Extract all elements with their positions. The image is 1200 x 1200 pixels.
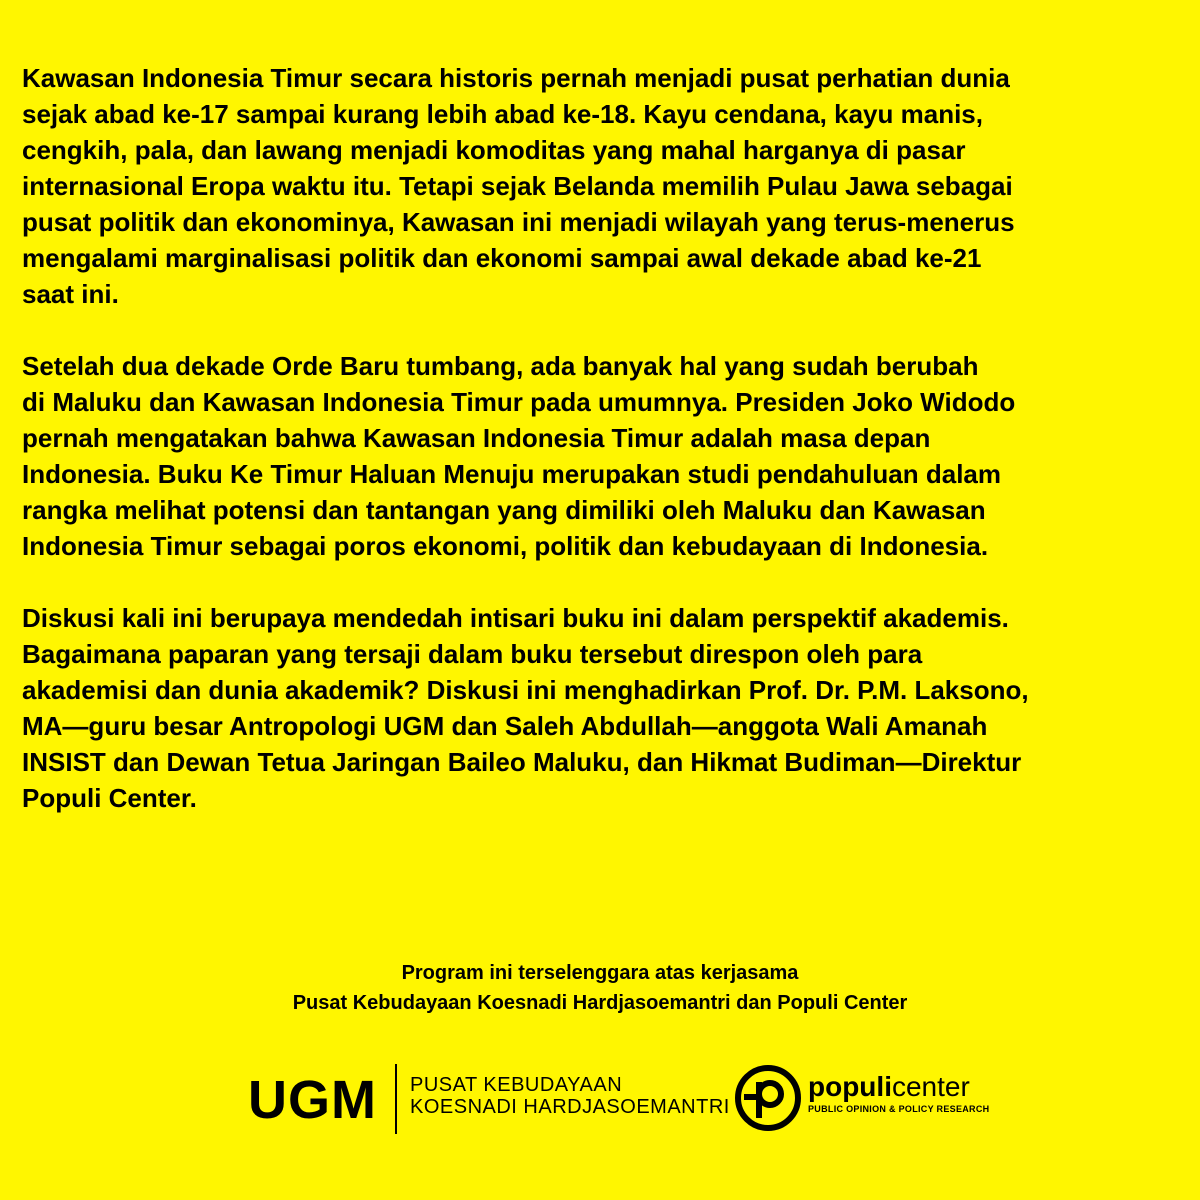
text-line: Kawasan Indonesia Timur secara historis pernah menjadi pusat perhatian dunia [22,63,1010,93]
text-line: Setelah dua dekade Orde Baru tumbang, ada banyak hal yang sudah berubah [22,351,979,381]
pusat-kebudayaan-logo [410,1074,730,1118]
populi-center-logo-icon [734,1064,802,1132]
text-line: akademisi dan dunia akademik? Diskusi ini menghadirkan Prof. Dr. P.M. Laksono, [22,675,1029,705]
text-line: Populi Center. [22,783,197,813]
text-line: INSIST dan Dewan Tetua Jaringan Baileo Maluku, dan Hikmat Budiman—Direktur [22,747,1022,777]
paragraph-3 [22,600,1182,816]
pusat-logo-line: KOESNADI HARDJASOEMANTRI [410,1096,730,1118]
text-line: di Maluku dan Kawasan Indonesia Timur pada umumnya. Presiden Joko Widodo [22,387,1016,417]
pusat-logo-line: PUSAT KEBUDAYAAN [410,1074,623,1096]
logos-row [0,1060,1200,1140]
text-line: saat ini. [22,279,119,309]
credits-line: Program ini terselenggara atas kerjasama [401,962,799,984]
text-line: cengkih, pala, dan lawang menjadi komoditas yang mahal harganya di pasar [22,135,966,165]
text-line: internasional Eropa waktu itu. Tetapi sejak Belanda memilih Pulau Jawa sebagai [22,171,1013,201]
text-line: Indonesia Timur sebagai poros ekonomi, politik dan kebudayaan di Indonesia. [22,531,989,561]
populi-wordmark-light: center [891,1071,970,1102]
paragraph-2 [22,348,1182,564]
populi-center-wordmark [808,1072,970,1102]
text-line: Diskusi kali ini berupaya mendedah intisari buku ini dalam perspektif akademis. [22,603,1009,633]
paragraph-1 [22,60,1182,312]
ugm-logo: UGM [248,1070,377,1130]
text-line: rangka melihat potensi dan tantangan yang dimiliki oleh Maluku dan Kawasan [22,495,986,525]
credits-line: Pusat Kebudayaan Koesnadi Hardjasoemantri dan Populi Center [292,992,908,1014]
populi-wordmark-bold: populi [808,1071,892,1102]
logo-divider [395,1064,397,1134]
populi-tagline: PUBLIC OPINION & POLICY RESEARCH [808,1104,990,1114]
text-line: pusat politik dan ekonominya, Kawasan ini menjadi wilayah yang terus-menerus [22,207,1015,237]
text-line: mengalami marginalisasi politik dan ekonomi sampai awal dekade abad ke-21 [22,243,982,273]
body-text [22,60,1182,852]
text-line: pernah mengatakan bahwa Kawasan Indonesia Timur adalah masa depan [22,423,931,453]
text-line: sejak abad ke-17 sampai kurang lebih abad ke-18. Kayu cendana, kayu manis, [22,99,983,129]
text-line: MA—guru besar Antropologi UGM dan Saleh Abdullah—anggota Wali Amanah [22,711,988,741]
credits [0,958,1200,1018]
text-line: Indonesia. Buku Ke Timur Haluan Menuju merupakan studi pendahuluan dalam [22,459,1001,489]
text-line: Bagaimana paparan yang tersaji dalam buku tersebut direspon oleh para [22,639,923,669]
